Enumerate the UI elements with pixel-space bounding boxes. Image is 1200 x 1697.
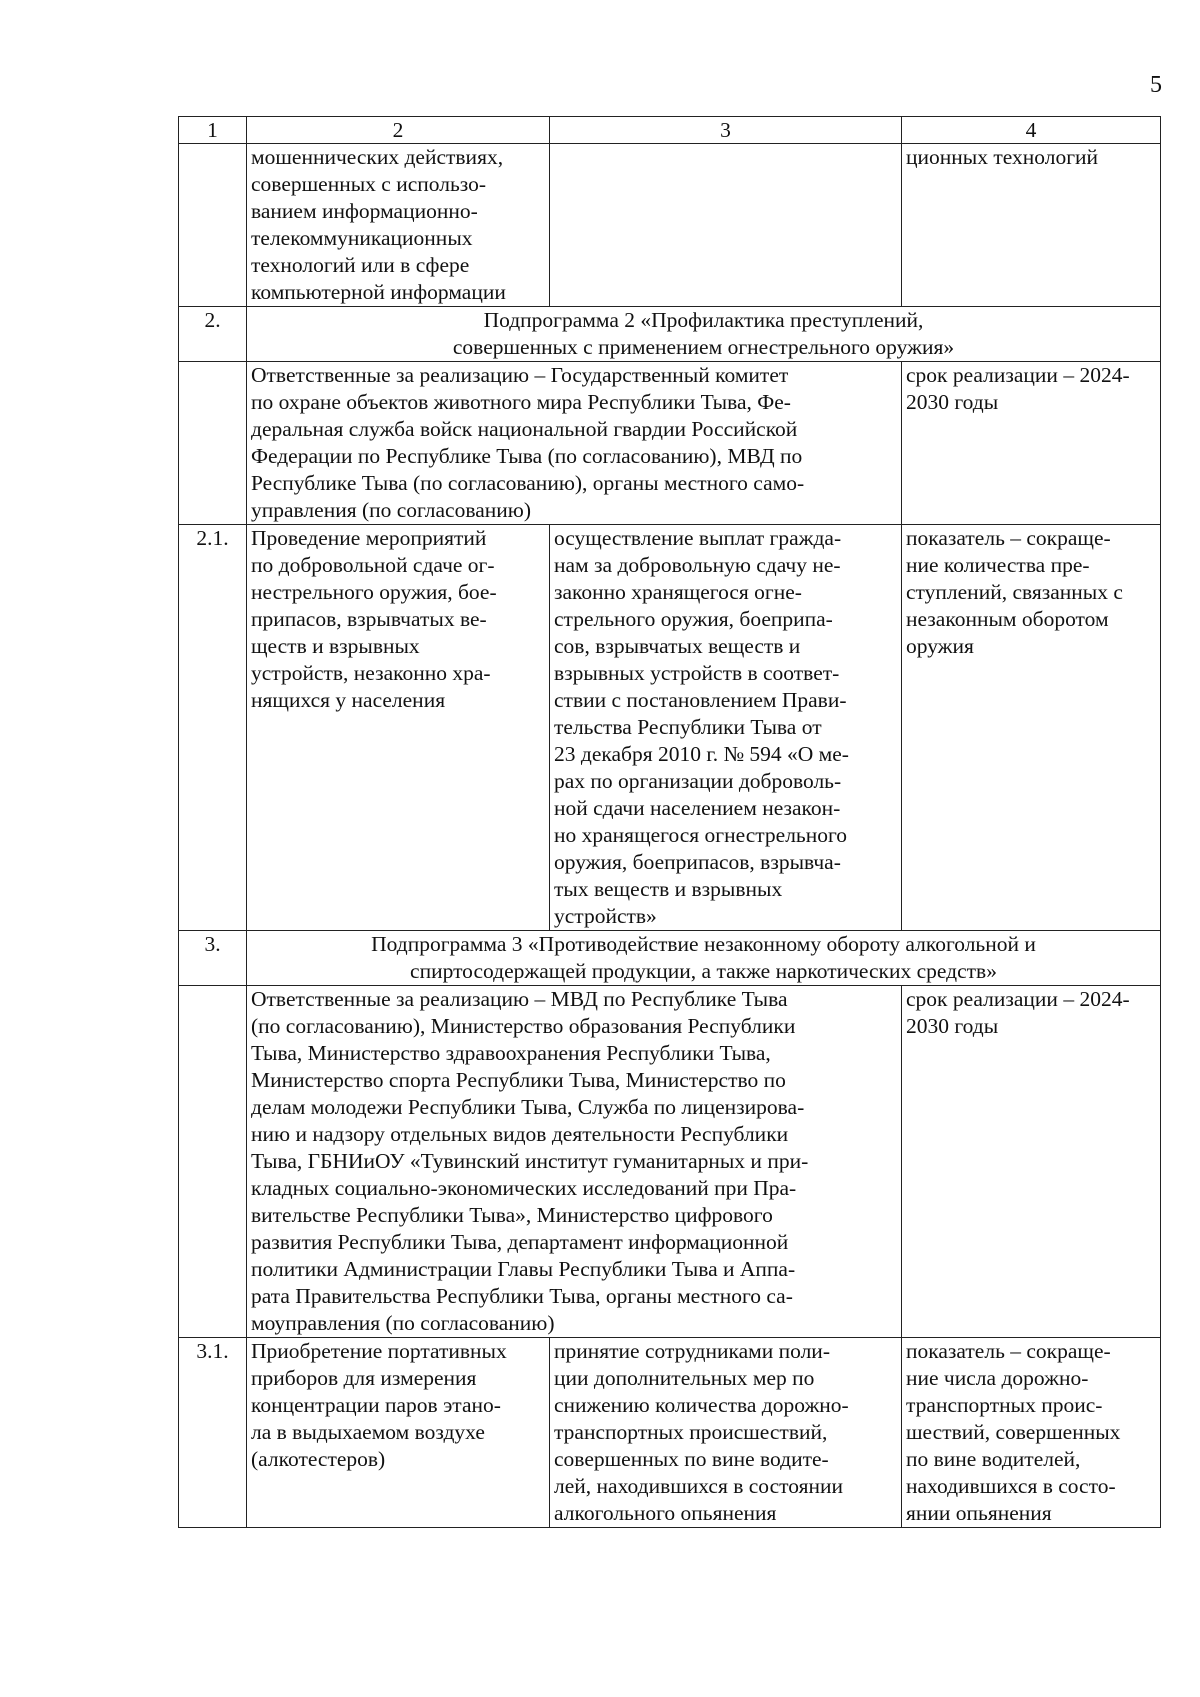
table-header-row <box>179 117 1161 144</box>
table-row <box>179 144 1161 307</box>
header-col-1: 1 <box>179 117 247 144</box>
expected-result-cell: осуществление выплат гражда- нам за добровольную сдачу не- законно хранящегося огне- стрельного оружия, боеприпа- сов, взрывчатых веществ и взрывных устройств в соответ- ствии с постановлением Прави- тельства Республики Тыва от 23 декабря 2010 г. № 594 «О ме- рах по организации доброволь- ной сдачи населением незакон- но хранящегося огнестрельного оружия, боеприпасов, взрывча- тых веществ и взрывных устройств» <box>550 525 902 931</box>
responsible-row <box>179 986 1161 1338</box>
subprogram-row <box>179 307 1161 362</box>
row-number: 2.1. <box>179 525 247 931</box>
row-number <box>179 362 247 525</box>
table-row <box>179 525 1161 931</box>
row-number: 3. <box>179 931 247 986</box>
subprogram-title <box>247 307 1161 362</box>
indicator-cell: показатель – сокраще- ние числа дорожно- транспортных проис- шествий, совершенных по вине водителей, находившихся в состо- янии опьянения <box>902 1338 1161 1528</box>
event-name-cell: мошеннических действиях, совершенных с использо- ванием информационно- телекоммуникационных технологий или в сфере компьютерной информации <box>247 144 550 307</box>
responsible-cell: Ответственные за реализацию – МВД по Республике Тыва (по согласованию), Министерство образования Республики Тыва, Министерство здравоохранения Республики Тыва, Министерство спорта Республики Тыва, Министерство по делам молодежи Республики Тыва, Служба по лицензирова- нию и надзору отдельных видов деятельности Республики Тыва, ГБНИиОУ «Тувинский институт гуманитарных и при- кладных социально-экономических исследований при Пра- вительстве Республики Тыва», Министерство цифрового развития Республики Тыва, департамент информационной политики Администрации Главы Республики Тыва и Аппа- рата Правительства Республики Тыва, органы местного са- моуправления (по согласованию) <box>247 986 902 1338</box>
table-row <box>179 1338 1161 1528</box>
page-number: 5 <box>1150 72 1162 98</box>
row-number: 3.1. <box>179 1338 247 1528</box>
indicator-cell: ционных технологий <box>902 144 1161 307</box>
responsible-cell: Ответственные за реализацию – Государственный комитет по охране объектов животного мира Республики Тыва, Фе- деральная служба войск национальной гвардии Российской Федерации по Республике Тыва (по согласованию), МВД по Республике Тыва (по согласованию), органы местного само- управления (по согласованию) <box>247 362 902 525</box>
event-name-cell: Приобретение портативных приборов для измерения концентрации паров этано- ла в выдыхаемом воздухе (алкотестеров) <box>247 1338 550 1528</box>
subprogram-row <box>179 931 1161 986</box>
row-number <box>179 986 247 1338</box>
header-col-2: 2 <box>247 117 550 144</box>
subprogram-title-line: Подпрограмма 3 «Противодействие незаконному обороту алкогольной и <box>371 932 1036 956</box>
expected-result-cell: принятие сотрудниками поли- ции дополнительных мер по снижению количества дорожно- транспортных происшествий, совершенных по вине водите- лей, находившихся в состоянии алкогольного опьянения <box>550 1338 902 1528</box>
term-cell: срок реализации – 2024- 2030 годы <box>902 986 1161 1338</box>
event-name-cell: Проведение мероприятий по добровольной сдаче ог- нестрельного оружия, бое- припасов, взрывчатых ве- ществ и взрывных устройств, незаконно хра- нящихся у населения <box>247 525 550 931</box>
row-number: 2. <box>179 307 247 362</box>
term-cell: срок реализации – 2024- 2030 годы <box>902 362 1161 525</box>
subprogram-title-line: Подпрограмма 2 «Профилактика преступлений, <box>483 308 924 332</box>
subprogram-title-line: спиртосодержащей продукции, а также наркотических средств» <box>410 959 997 983</box>
subprogram-title-line: совершенных с применением огнестрельного оружия» <box>452 335 955 359</box>
subprogram-title <box>247 931 1161 986</box>
expected-result-cell <box>550 144 902 307</box>
header-col-3: 3 <box>550 117 902 144</box>
program-table <box>178 116 1161 1528</box>
indicator-cell: показатель – сокраще- ние количества пре- ступлений, связанных с незаконным оборотом оружия <box>902 525 1161 931</box>
row-number <box>179 144 247 307</box>
header-col-4: 4 <box>902 117 1161 144</box>
responsible-row <box>179 362 1161 525</box>
